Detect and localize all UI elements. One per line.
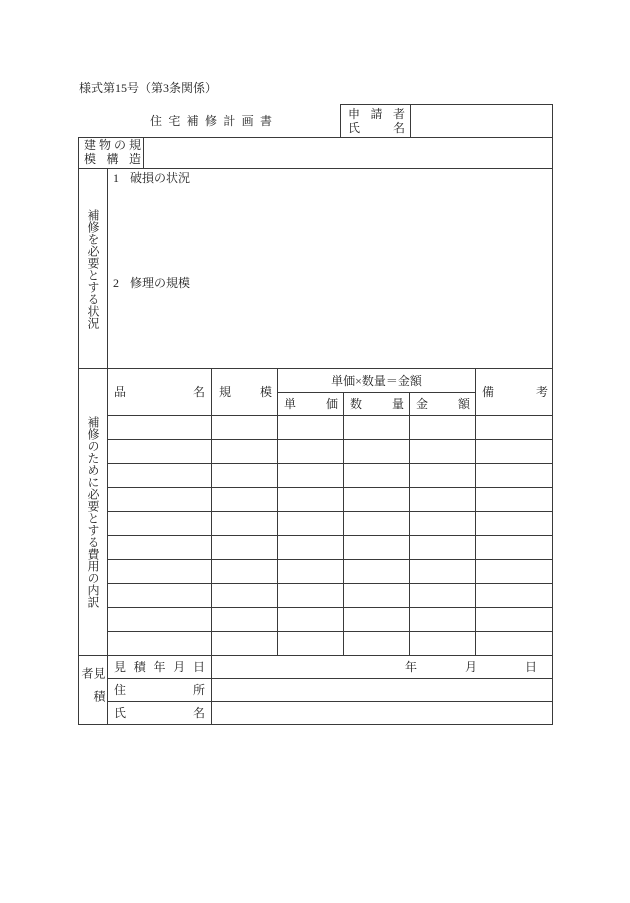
- cost-cell-scale: [211, 607, 278, 632]
- cost-cell-amount: [409, 559, 476, 584]
- header-remarks-label: 備 考: [482, 385, 548, 399]
- estimator-address-label: 住 所: [114, 683, 205, 697]
- header-calc-label: 単価×数量＝金額: [331, 373, 422, 388]
- cost-cell-unit-price: [277, 559, 344, 584]
- cost-cell-item-name: [107, 607, 212, 632]
- header-unit-price: [277, 392, 344, 416]
- repair-scale-item: [113, 276, 190, 290]
- cost-cell-item-name: [107, 631, 212, 656]
- estimator-address-label-cell: [107, 678, 212, 702]
- cost-cell-item-name: [107, 511, 212, 536]
- cost-cell-item-name: [107, 583, 212, 608]
- cost-cell-unit-price: [277, 631, 344, 656]
- cost-cell-amount: [409, 487, 476, 512]
- header-item-name-label: 品 名: [114, 385, 205, 399]
- damage-status-number: 1: [113, 171, 119, 185]
- cost-cell-amount: [409, 415, 476, 440]
- header-scale-label: 規 模: [219, 385, 272, 399]
- header-remarks: [475, 368, 553, 416]
- applicant-name-cell: [410, 104, 553, 138]
- header-amount-label: 金 額: [416, 397, 470, 411]
- cost-cell-quantity: [343, 631, 410, 656]
- cost-cell-item-name: [107, 535, 212, 560]
- cost-cell-scale: [211, 535, 278, 560]
- cost-cell-unit-price: [277, 487, 344, 512]
- header-item-name: [107, 368, 212, 416]
- cost-cell-amount: [409, 535, 476, 560]
- applicant-label-line1: 申 請 者: [348, 107, 405, 121]
- damage-status-item: [113, 171, 190, 185]
- repair-scale-text: 修理の規模: [130, 276, 191, 290]
- cost-cell-quantity: [343, 415, 410, 440]
- estimator-name-label: 氏 名: [114, 706, 205, 720]
- cost-cell-item-name: [107, 463, 212, 488]
- repair-situation-label: 補修を必要とする状況: [86, 208, 100, 329]
- cost-cell-scale: [211, 463, 278, 488]
- cost-cell-quantity: [343, 487, 410, 512]
- repair-scale-number: 2: [113, 276, 119, 290]
- form-number: 様式第15号（第3条関係）: [79, 81, 218, 95]
- cost-cell-scale: [211, 487, 278, 512]
- cost-cell-quantity: [343, 439, 410, 464]
- cost-cell-quantity: [343, 511, 410, 536]
- estimator-label-cell: [78, 655, 108, 725]
- cost-cell-scale: [211, 559, 278, 584]
- cost-cell-remarks: [475, 535, 553, 560]
- cost-cell-remarks: [475, 415, 553, 440]
- header-quantity: [343, 392, 410, 416]
- cost-cell-scale: [211, 415, 278, 440]
- applicant-label-line2: 氏 名: [348, 121, 405, 135]
- damage-status-text: 破損の状況: [130, 171, 191, 185]
- building-label-cell: [78, 137, 144, 169]
- cost-cell-unit-price: [277, 439, 344, 464]
- estimator-label: 見積者: [80, 667, 106, 713]
- repair-situation-label-cell: [78, 168, 108, 369]
- cost-cell-quantity: [343, 607, 410, 632]
- estimator-address-value-cell: [211, 678, 553, 702]
- cost-cell-item-name: [107, 559, 212, 584]
- applicant-label-cell: [340, 104, 411, 138]
- cost-cell-scale: [211, 583, 278, 608]
- cost-breakdown-label-cell: [78, 368, 108, 656]
- form-title: 住 宅 補 修 計 画 書: [150, 114, 272, 128]
- cost-cell-amount: [409, 607, 476, 632]
- cost-cell-unit-price: [277, 583, 344, 608]
- cost-cell-remarks: [475, 631, 553, 656]
- cost-cell-scale: [211, 631, 278, 656]
- cost-cell-amount: [409, 439, 476, 464]
- header-unit-price-label: 単 価: [284, 397, 338, 411]
- header-quantity-label: 数 量: [350, 397, 404, 411]
- cost-cell-amount: [409, 631, 476, 656]
- cost-cell-remarks: [475, 487, 553, 512]
- building-label-line2: 模 構 造: [84, 152, 141, 166]
- cost-cell-item-name: [107, 415, 212, 440]
- cost-cell-scale: [211, 511, 278, 536]
- estimate-date-label-cell: [107, 655, 212, 679]
- header-calc: [277, 368, 476, 393]
- building-label-line1: 建 物 の 規: [84, 138, 142, 152]
- cost-cell-remarks: [475, 511, 553, 536]
- cost-cell-quantity: [343, 583, 410, 608]
- cost-cell-remarks: [475, 559, 553, 584]
- cost-cell-quantity: [343, 559, 410, 584]
- estimate-date-label: 見 積 年 月 日: [114, 660, 205, 674]
- cost-cell-amount: [409, 583, 476, 608]
- cost-cell-remarks: [475, 607, 553, 632]
- cost-cell-remarks: [475, 439, 553, 464]
- cost-cell-quantity: [343, 535, 410, 560]
- cost-cell-scale: [211, 439, 278, 464]
- cost-cell-item-name: [107, 487, 212, 512]
- header-scale: [211, 368, 278, 416]
- cost-cell-amount: [409, 511, 476, 536]
- cost-cell-quantity: [343, 463, 410, 488]
- cost-cell-remarks: [475, 583, 553, 608]
- cost-cell-unit-price: [277, 415, 344, 440]
- estimator-name-value-cell: [211, 701, 553, 725]
- estimate-date-value-cell: [211, 655, 553, 679]
- cost-cell-unit-price: [277, 463, 344, 488]
- building-value-cell: [143, 137, 553, 169]
- cost-cell-unit-price: [277, 511, 344, 536]
- header-amount: [409, 392, 476, 416]
- estimator-name-label-cell: [107, 701, 212, 725]
- estimate-date-value: 年 月 日: [405, 660, 537, 674]
- cost-cell-unit-price: [277, 607, 344, 632]
- cost-cell-item-name: [107, 439, 212, 464]
- repair-situation-body: [107, 168, 553, 369]
- cost-cell-amount: [409, 463, 476, 488]
- cost-breakdown-label: 補修のために必要とする費用の内訳: [86, 416, 100, 608]
- cost-cell-unit-price: [277, 535, 344, 560]
- cost-cell-remarks: [475, 463, 553, 488]
